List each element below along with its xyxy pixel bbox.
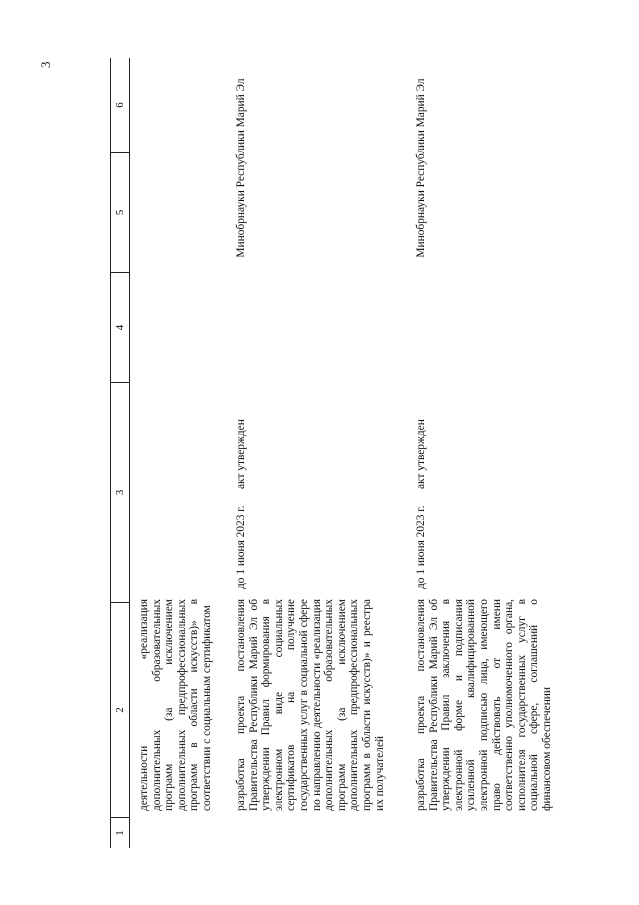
page-number: 3 xyxy=(38,61,53,68)
task-cell: деятельности «реализация дополнительных образовательных программ (за исключением дополнительных предпрофессиональных программ в области искусств)» в соответствии с социальным сертификатом xyxy=(138,599,213,811)
table-row xyxy=(235,58,385,848)
plan-table xyxy=(110,58,553,848)
result-cell: акт утвержден xyxy=(415,419,427,489)
responsible-cell: Минобрнауки Республики Марий Эл xyxy=(415,78,427,258)
task-cell: разработка проекта постановления Правительства Республики Марий Эл об утверждении Правил заключения в электронной форме и подписания усиленной квалифицированной электронной подписью лица, имеющего право действовать от имени соответственно уполномоченного органа, исполнителя государственных услуг в социальной сфере, соглашений о финансовом обеспечении xyxy=(415,599,553,811)
header-cell-1: 1 xyxy=(114,830,126,836)
header-cell-6: 6 xyxy=(111,58,129,153)
header-cell-4: 4 xyxy=(111,273,129,383)
result-cell: акт утвержден xyxy=(235,419,247,489)
header-cell-5: 5 xyxy=(111,153,129,273)
header-cell-2: 2 xyxy=(111,603,129,818)
header-cell-3: 3 xyxy=(111,383,129,603)
responsible-cell: Минобрнауки Республики Марий Эл xyxy=(235,78,247,258)
deadline-cell: до 1 июня 2023 г. xyxy=(415,505,427,589)
table-row xyxy=(415,58,553,848)
task-cell: разработка проекта постановления Правительства Республики Марий Эл об утверждении Правил формирования в электронном виде социальных сертификатов на получение государственных услуг в социальной сфере по направлению деятельности «реализация дополнительных образовательных программ (за исключением дополнительных предпрофессиональных программ в области искусств)» и реестра их получателей xyxy=(235,599,386,811)
deadline-cell: до 1 июня 2023 г. xyxy=(235,505,247,589)
table-row xyxy=(138,58,223,848)
table-header-row xyxy=(110,58,130,848)
